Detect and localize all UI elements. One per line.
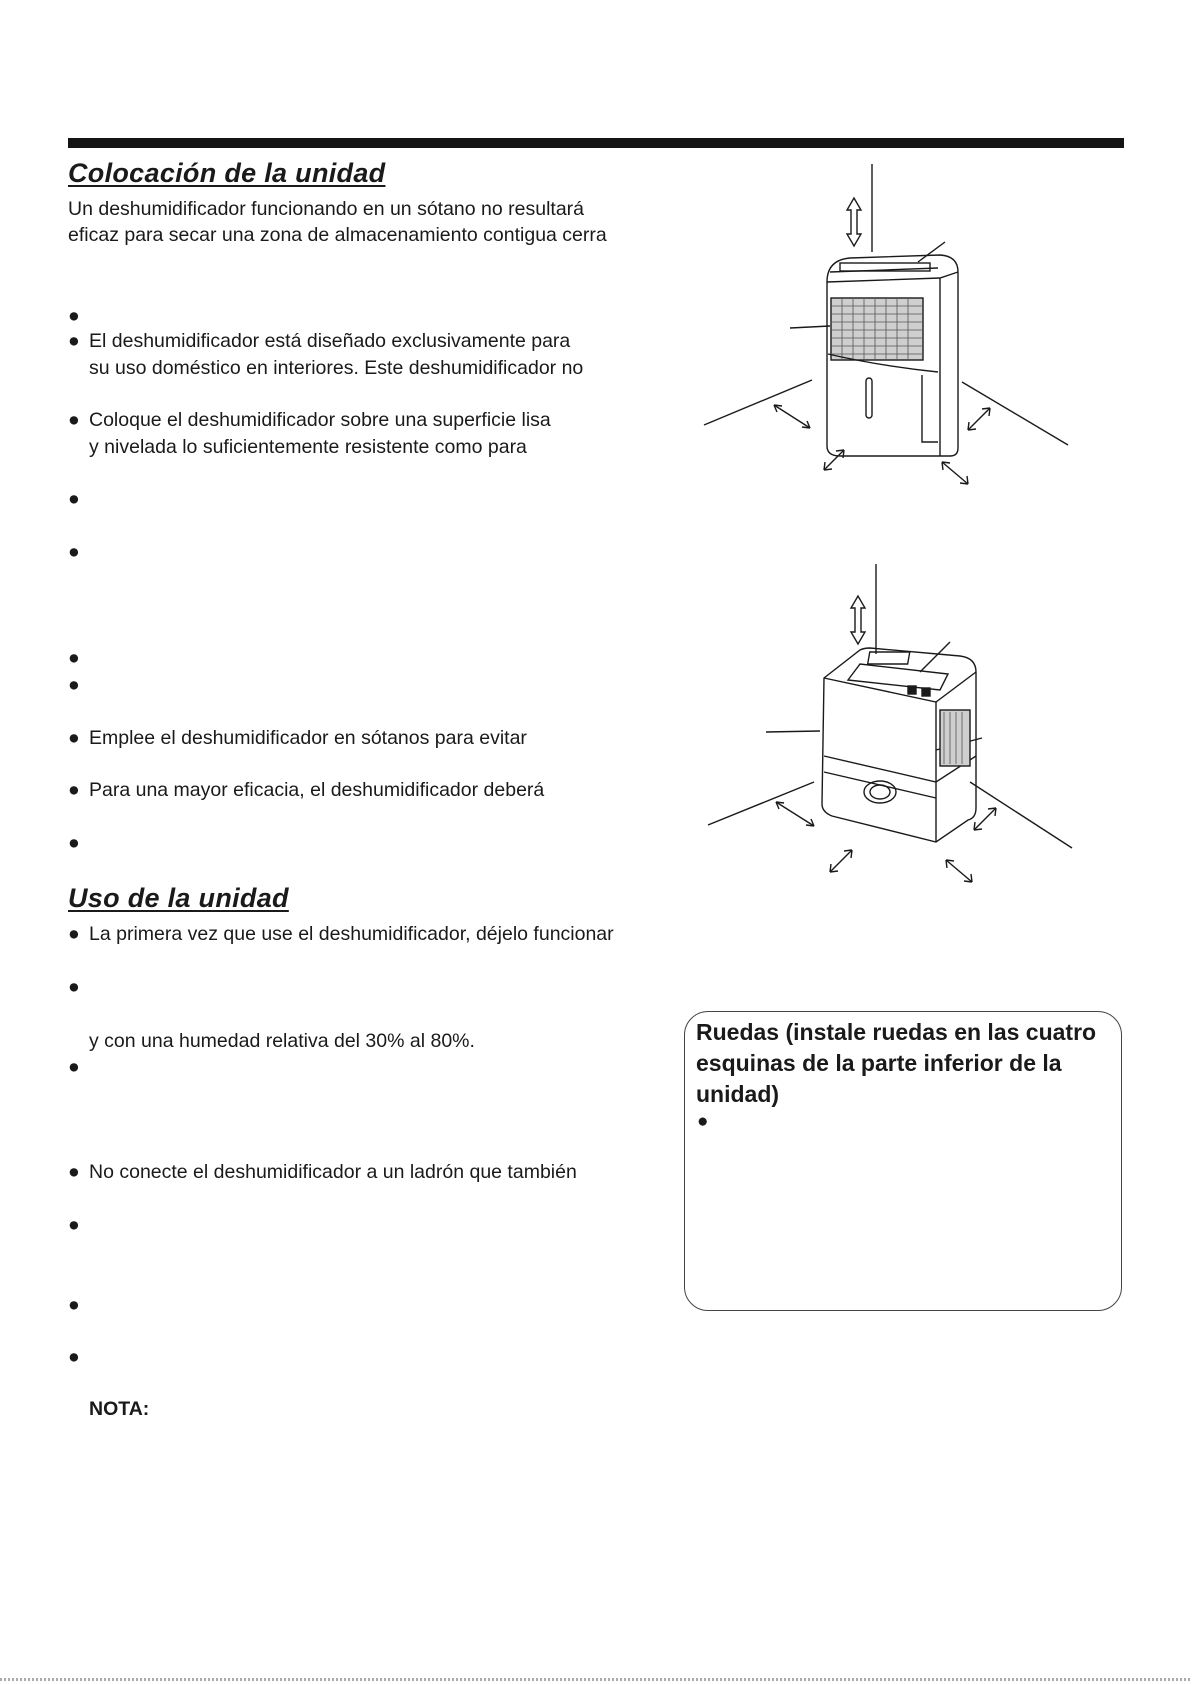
- bullet-icon: ●: [68, 832, 80, 854]
- wheels-info-box: [684, 1011, 1122, 1311]
- wall-line-left: [708, 782, 814, 825]
- bullet-icon: ●: [68, 1056, 80, 1078]
- bullet-item: ● Emplee el deshumidificador en sótanos para evitar: [68, 725, 688, 752]
- callout-line: [766, 731, 820, 732]
- bullet-item: [68, 1292, 688, 1319]
- arrow-vertical-icon: [851, 596, 865, 644]
- wheels-box-title: Ruedas (instale ruedas en las cuatro esquinas de la parte inferior de la unidad): [696, 1019, 1097, 1107]
- bullet-icon: ●: [68, 1294, 80, 1316]
- arrow-vertical-icon: [847, 198, 861, 246]
- callout-line: [918, 242, 945, 262]
- page-bottom-edge: [0, 1678, 1192, 1681]
- intro-line-2: eficaz para secar una zona de almacenamiento contigua cerra: [68, 224, 607, 246]
- arrow-diagonal-icon: [974, 808, 996, 830]
- bullet-icon: ●: [68, 305, 80, 327]
- arrow-diagonal-icon: [946, 860, 972, 882]
- arrow-diagonal-icon: [774, 405, 810, 428]
- bullet-icon: ●: [68, 488, 80, 510]
- bullet-item: [68, 486, 688, 513]
- bullet-icon: ●: [68, 1161, 80, 1183]
- bullet-icon: ●: [68, 647, 80, 669]
- bullet-icon: ●: [68, 541, 80, 563]
- arrow-diagonal-icon: [776, 802, 814, 826]
- bullet-icon: ●: [68, 330, 80, 352]
- callout-line: [790, 326, 830, 328]
- callout-line: [920, 642, 950, 672]
- dehumidifier-tall-figure: [700, 160, 1080, 495]
- bullet-continuation: y con una humedad relativa del 30% al 80%.: [89, 1030, 475, 1052]
- bullet-item: [68, 539, 688, 566]
- bullet-item: ● La primera vez que use el deshumidificador, déjelo funcionar: [68, 921, 688, 948]
- bullet-icon: ●: [68, 674, 80, 696]
- bullet-icon: ●: [697, 1111, 709, 1132]
- bullet-item: ● Coloque el deshumidificador sobre una superficie lisa y nivelada lo suficientemente resistente como para: [68, 409, 551, 458]
- arrow-diagonal-icon: [942, 462, 968, 484]
- bullet-icon: ●: [68, 1214, 80, 1236]
- header-rule: [68, 138, 1124, 148]
- bullet-item: [68, 1212, 688, 1239]
- bullet-item: [68, 672, 688, 699]
- bullet-item: ● El deshumidificador está diseñado exclusivamente para su uso doméstico en interiores. Este deshumidificador no: [68, 330, 584, 379]
- section-heading-placement: Colocación de la unidad: [68, 158, 386, 188]
- bullet-icon: ●: [68, 779, 80, 801]
- bullet-item: [68, 645, 688, 672]
- bullet-item: [68, 974, 688, 1001]
- bullet-item: [68, 303, 688, 330]
- arrow-diagonal-icon: [824, 450, 844, 470]
- bullet-icon: ●: [68, 976, 80, 998]
- bullet-icon: ●: [68, 923, 80, 945]
- unit-body: [822, 648, 976, 842]
- bullet-item: ● No conecte el deshumidificador a un ladrón que también: [68, 1159, 688, 1186]
- bullet-item: [68, 830, 688, 857]
- note-label: NOTA:: [89, 1398, 150, 1420]
- wall-line-right: [962, 382, 1068, 445]
- bullet-item: [68, 1054, 688, 1081]
- bullet-item: ● Para una mayor eficacia, el deshumidificador deberá: [68, 777, 688, 804]
- bullet-icon: ●: [68, 727, 80, 749]
- arrow-diagonal-icon: [968, 408, 990, 430]
- unit-body: [827, 255, 958, 456]
- intro-line-1: Un deshumidificador funcionando en un sótano no resultará: [68, 198, 585, 220]
- wall-line-right: [970, 782, 1072, 848]
- arrow-diagonal-icon: [830, 850, 852, 872]
- section-heading-usage: Uso de la unidad: [68, 883, 289, 913]
- bullet-icon: ●: [68, 1346, 80, 1368]
- dehumidifier-wide-figure: [700, 560, 1080, 895]
- bullet-item: [68, 1344, 688, 1371]
- bullet-icon: ●: [68, 409, 80, 431]
